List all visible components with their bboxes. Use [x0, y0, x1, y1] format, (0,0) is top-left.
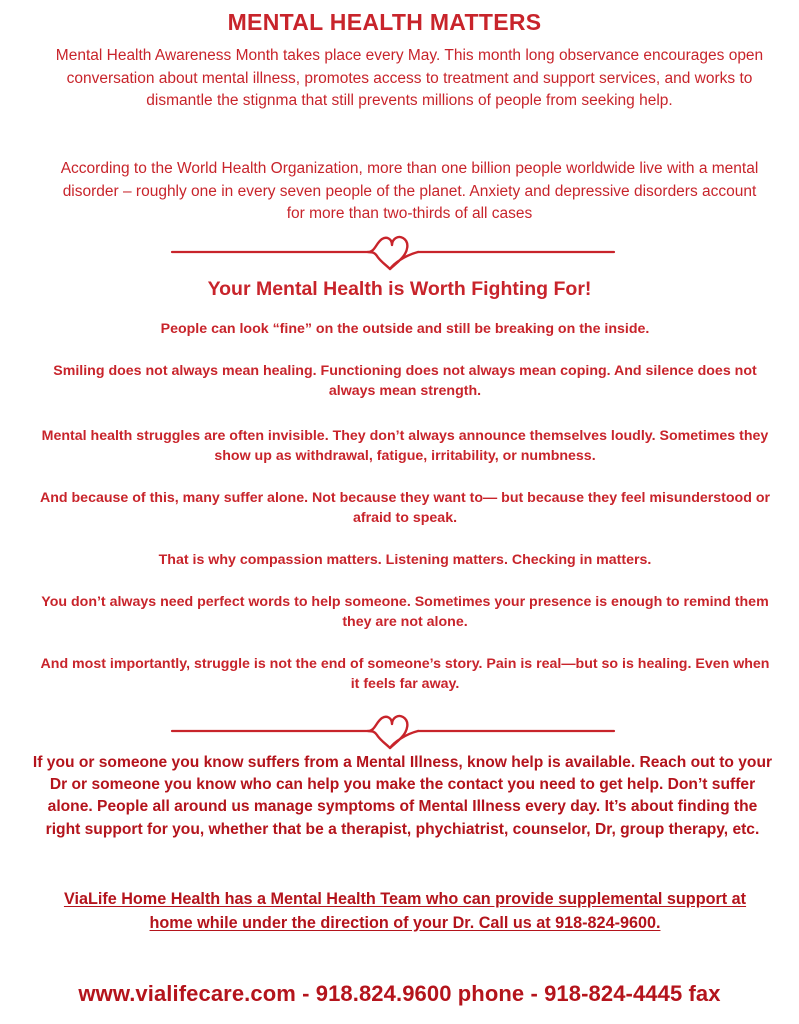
contact-footer: www.vialifecare.com - 918.824.9600 phone - 918-824-4445 fax	[78, 981, 721, 1006]
section-paragraph: And because of this, many suffer alone. Not because they want to— but because they feel misunderstood or afraid to speak.	[40, 490, 771, 526]
intro-paragraph-who-statistics: According to the World Health Organization, more than one billion people worldwide live with a mental disorder – roughly one in every seven people of the planet. Anxiety and depressive disorders account for more than two-thirds of all cases	[60, 160, 759, 222]
intro-paragraph-awareness-month: Mental Health Awareness Month takes place every May. This month long observance encourages open conversation about mental illness, promotes access to treatment and support services, and works to dismantle the stignma that still prevents millions of people from seeking help.	[55, 47, 764, 109]
section-paragraph: People can look “fine” on the outside and still be breaking on the inside.	[160, 321, 650, 337]
heart-icon	[368, 237, 418, 269]
page-title: MENTAL HEALTH MATTERS	[227, 9, 542, 35]
section-paragraph: And most importantly, struggle is not the end of someone’s story. Pain is real—but so is healing. Even when it feels far away.	[40, 656, 770, 692]
section-paragraph: Smiling does not always mean healing. Functioning does not always mean coping. And silence does not always mean strength.	[53, 363, 757, 399]
heart-icon	[368, 716, 418, 748]
vialife-team-link[interactable]: ViaLife Home Health has a Mental Health Team who can provide supplemental support at home while under the direction of your Dr. Call us at 918-824-9600.	[63, 890, 747, 932]
section-paragraph: Mental health struggles are often invisible. They don’t always announce themselves loudly. Sometimes they show up as withdrawal, fatigue, irritability, or numbness.	[41, 428, 769, 464]
section-heading: Your Mental Health is Worth Fighting For!	[207, 278, 592, 300]
section-paragraph: That is why compassion matters. Listening matters. Checking in matters.	[158, 552, 652, 568]
help-available-paragraph: If you or someone you know suffers from a Mental Illness, know help is available. Reach out to your Dr or someone you know who can help you make the contact you need to get help. Don’t suffer alone. People all around us manage symptoms of Mental Illness every day. It’s about finding the right support for you, whether that be a therapist, phychiatrist, counselor, Dr, group therapy, etc.	[32, 754, 773, 838]
section-paragraph: You don’t always need perfect words to help someone. Sometimes your presence is enough to remind them they are not alone.	[41, 594, 769, 630]
heart-divider	[170, 712, 616, 752]
heart-divider	[170, 233, 616, 273]
